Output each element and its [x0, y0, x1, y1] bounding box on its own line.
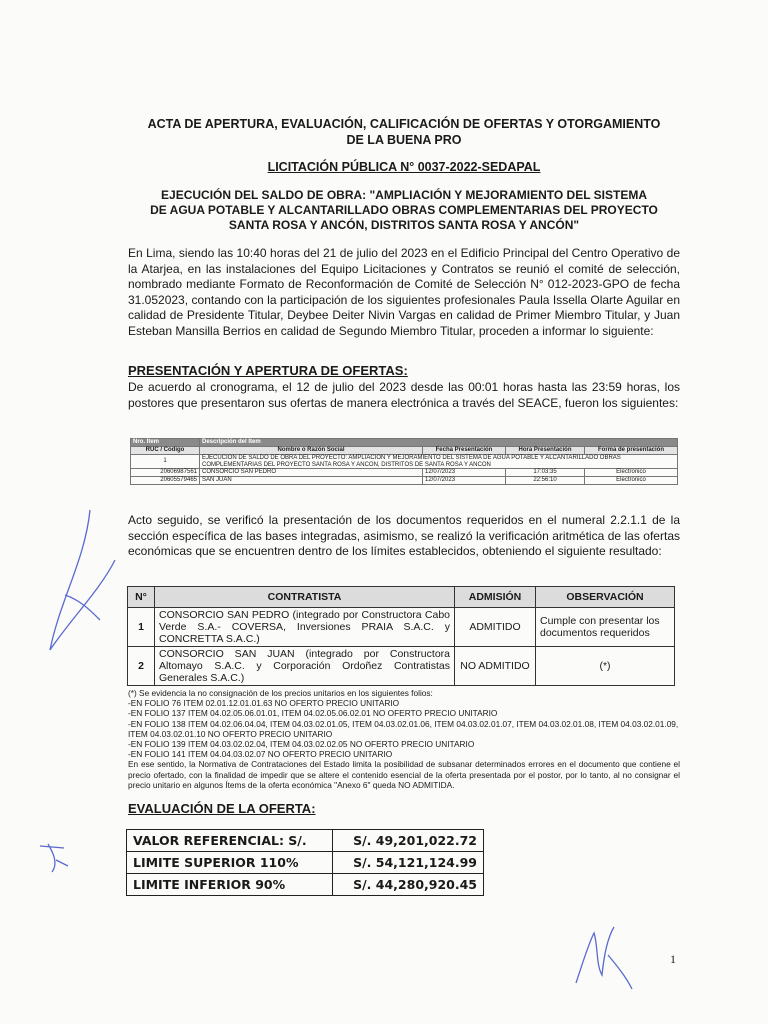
note-line: -EN FOLIO 138 ITEM 04.02.06.04.04, ITEM 04.03.02.01.05, ITEM 04.03.02.01.06, ITEM 04.03.02.01.07, ITEM 04.03.02.01.08, ITEM 04.03.02.01.09, ITEM 04.03.02.01.10 NO OFERTO PRECIO UNITARIO [128, 718, 679, 739]
document-title [120, 116, 688, 148]
value-label: VALOR REFERENCIAL: S/. [127, 830, 333, 852]
col-admission: ADMISIÓN [455, 587, 536, 608]
project-line-2: DE AGUA POTABLE Y ALCANTARILLADO OBRAS COMPLEMENTARIAS DEL PROYECTO [150, 203, 658, 217]
table-row [128, 647, 675, 686]
note-line: -EN FOLIO 76 ITEM 02.01.12.01.01.63 NO OFERTO PRECIO UNITARIO [128, 698, 400, 709]
title-line-2: DE LA BUENA PRO [346, 133, 462, 147]
col-contractor: CONTRATISTA [155, 587, 455, 608]
row-num: 2 [128, 647, 155, 686]
seace-col-time: Hora Presentación [506, 447, 585, 455]
row-observation: (*) [536, 647, 675, 686]
table-row [127, 852, 484, 874]
row-contractor: CONSORCIO SAN PEDRO (integrado por Constructora Cabo Verde S.A.- COVERSA, Inversiones PRAIA S.A.C. y CONCRETTA S.A.C.) [155, 608, 455, 647]
table-row [131, 477, 678, 485]
note-line: -EN FOLIO 139 ITEM 04.03.02.02.04, ITEM 04.03.02.02.05 NO OFERTO PRECIO UNITARIO [128, 739, 475, 750]
value-amount: S/. 49,201,022.72 [332, 830, 483, 852]
seace-item-desc: EJECUCION DE SALDO DE OBRA DEL PROYECTO: AMPLIACION Y MEJORAMIENTO DEL SISTEMA DE AGUA POTABLE Y ALCANTARILLADO OBRAS COMPLEMENTARIAS DEL PROYECTO SANTA ROSA Y ANCON, DISTRITOS DE SANTA ROSA Y ANCON [200, 455, 678, 469]
seace-name: CONSORCIO SAN PEDRO [200, 469, 423, 477]
table-row [127, 874, 484, 896]
signature-left-upper [30, 500, 120, 660]
title-line-1: ACTA DE APERTURA, EVALUACIÓN, CALIFICACIÓN DE OFERTAS Y OTORGAMIENTO [147, 117, 661, 131]
reference-values-table [126, 829, 484, 896]
row-contractor: CONSORCIO SAN JUAN (integrado por Constructora Altomayo S.A.C. y Corporación Ordoñez Contratistas Generales S.A.C.) [155, 647, 455, 686]
signature-right [568, 915, 638, 995]
row-observation: Cumple con presentar los documentos requeridos [536, 608, 675, 647]
seace-col-name: Nombre o Razón Social [200, 447, 423, 455]
signature-left-lower [34, 838, 74, 878]
seace-date: 12/07/2023 [423, 477, 506, 485]
note-line: (*) Se evidencia la no consignación de los precios unitarios en los siguientes folios: [128, 688, 433, 698]
seace-bidders-table [130, 438, 678, 485]
seace-item-num: 1 [131, 455, 200, 469]
seace-col-form: Forma de presentación [585, 447, 678, 455]
note-line: En ese sentido, la Normativa de Contrataciones del Estado limita la posibilidad de subsanar determinados errores en el documento que contiene el precio ofertado, con la finalidad de impedir que se altere el contenido esencial de la oferta presentada por el postor, por lo tanto, al no consignar el precio unitario en algunos Ítems de la oferta económica "Anexo 6" queda NO ADMITIDA. [128, 759, 680, 790]
intro-paragraph: En Lima, siendo las 10:40 horas del 21 de julio del 2023 en el Edificio Principal del Centro Operativo de la Atarjea, en las instalaciones del Equipo Licitaciones y Contratos se reunió el comité de selección, nombrado mediante Formato de Reconformación de Comité de Selección N° 012-2023-GPO de fecha 31.052023, contando con la participación de los siguientes profesionales Paula Issella Olarte Aguilar en calidad de Presidente Titular, Deybee Deiter Nivin Vargas en calidad de Primer Miembro Titular, y Juan Esteban Mansilla Berrios en calidad de Segundo Miembro Titular, proceden a informar lo siguiente: [128, 246, 680, 338]
seace-form: Electronico [585, 477, 678, 485]
note-line: -EN FOLIO 137 ITEM 04.02.05.06.01.01, ITEM 04.02.05.06.02.01 NO OFERTO PRECIO UNITARIO [128, 708, 498, 719]
project-line-1: EJECUCIÓN DEL SALDO DE OBRA: "AMPLIACIÓN Y MEJORAMIENTO DEL SISTEMA [161, 188, 647, 202]
section-presentacion-text: De acuerdo al cronograma, el 12 de julio del 2023 desde las 00:01 horas hasta las 23:59 horas, los postores que presentaron sus ofertas de manera electrónica a través del SEACE, fueron los siguientes: [128, 380, 680, 410]
seace-hdr-desc: Descripción del Item [200, 439, 678, 447]
seace-time: 22:56:10 [506, 477, 585, 485]
seace-col-date: Fecha Presentación [423, 447, 506, 455]
project-title [128, 188, 680, 233]
row-admission: NO ADMITIDO [455, 647, 536, 686]
table-row [131, 469, 678, 477]
seace-time: 17:03:35 [506, 469, 585, 477]
seace-ruc: 20605579465 [131, 477, 200, 485]
seace-form: Electronico [585, 469, 678, 477]
observation-notes [128, 688, 680, 790]
value-amount: S/. 54,121,124.99 [332, 852, 483, 874]
table-row [128, 608, 675, 647]
value-label: LIMITE SUPERIOR 110% [127, 852, 333, 874]
seace-name: SAN JUAN [200, 477, 423, 485]
tender-number: LICITACIÓN PÚBLICA N° 0037-2022-SEDAPAL [267, 160, 541, 174]
col-num: N° [128, 587, 155, 608]
seace-hdr-item: Nro. Item [131, 439, 200, 447]
row-admission: ADMITIDO [455, 608, 536, 647]
verification-paragraph: Acto seguido, se verificó la presentación de los documentos requeridos en el numeral 2.2.1.1 de la sección específica de las bases integradas, asimismo, se realizó la verificación aritmética de las ofertas económicas que se encuentren dentro de los límites establecidos, obteniendo el siguiente resultado: [128, 513, 680, 558]
seace-ruc: 20606987561 [131, 469, 200, 477]
row-num: 1 [128, 608, 155, 647]
table-row [127, 830, 484, 852]
project-line-3: SANTA ROSA Y ANCÓN, DISTRITOS SANTA ROSA Y ANCÓN" [228, 218, 580, 232]
col-observation: OBSERVACIÓN [536, 587, 675, 608]
seace-col-ruc: RUC / Codigo [131, 447, 200, 455]
note-line: -EN FOLIO 141 ITEM 04.04.03.02.07 NO OFERTO PRECIO UNITARIO [128, 749, 393, 760]
section-presentacion-heading: PRESENTACIÓN Y APERTURA DE OFERTAS: [128, 363, 408, 378]
value-amount: S/. 44,280,920.45 [332, 874, 483, 896]
section-evaluacion-heading: EVALUACIÓN DE LA OFERTA: [128, 801, 316, 816]
page-number: 1 [670, 952, 676, 966]
seace-date: 12/07/2023 [423, 469, 506, 477]
results-table [127, 586, 675, 686]
value-label: LIMITE INFERIOR 90% [127, 874, 333, 896]
